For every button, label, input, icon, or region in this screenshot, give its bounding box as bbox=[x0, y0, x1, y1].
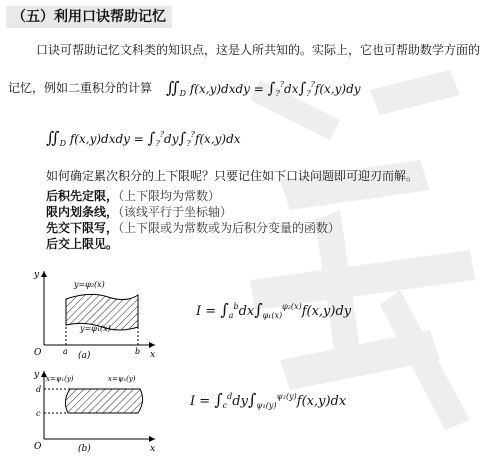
figure-b-tick-d: d bbox=[36, 385, 42, 394]
intro-line-2: 记忆，例如二重积分的计算 bbox=[8, 81, 153, 95]
figure-b-caption: (b) bbox=[78, 444, 91, 454]
watermark-graphic bbox=[220, 60, 490, 440]
figure-a-diagram bbox=[30, 265, 160, 360]
question-text: 如何确定累次积分的上下限呢？只要记住如下口诀问题即可迎刃而解。 bbox=[46, 169, 419, 183]
rule-item: 后积先定限，（上下限均为常数） bbox=[46, 189, 221, 203]
figure-b-right-curve-label: x=ψ₂(y) bbox=[108, 375, 136, 383]
figure-a-tick-b: b bbox=[135, 347, 141, 356]
rule-item: 先交下限写，（上下限或为常数或为后积分变量的函数） bbox=[46, 221, 341, 235]
figure-a-lower-curve-label: y=φ₁(x) bbox=[80, 324, 111, 333]
figure-a-x-label: x bbox=[150, 350, 156, 360]
figure-b-formula: $I = \int_c^ddy\int_{\psi_1(y)}^{\psi_2(y)}f(x,y)dx$ bbox=[190, 390, 347, 410]
intro-line-1: 口诀可帮助记忆文科类的知识点，这是人所共知的。实际上，它也可帮助数学方面的 bbox=[36, 43, 481, 57]
double-integral-formula-2: $∬_D$ f(x,y)dxdy = $\int_?^?dy\int_?^?f(x,y)dx$ bbox=[46, 128, 241, 148]
figure-b-x-label: x bbox=[150, 444, 156, 454]
rule-item: 后交上限见。 bbox=[46, 237, 119, 251]
rule-item: 限内划条线，（该线平行于坐标轴） bbox=[46, 205, 233, 219]
figure-a-origin: O bbox=[34, 348, 42, 358]
rules-list bbox=[46, 185, 340, 249]
figure-b-tick-c: c bbox=[36, 409, 41, 418]
figure-b-diagram bbox=[30, 365, 160, 455]
figure-a-tick-a: a bbox=[63, 347, 68, 356]
figure-a-formula: $I = \int_a^bdx\int_{\varphi_1(x)}^{\varphi_2(x)}f(x,y)dy$ bbox=[196, 300, 352, 320]
figure-a-upper-curve-label: y=φ₂(x) bbox=[74, 280, 105, 289]
figure-b-origin: O bbox=[34, 442, 42, 452]
double-integral-formula-1: $∬_D$ f(x,y)dxdy = $\int_?^?dx\int_?^?f(x,y)dy$ bbox=[166, 78, 361, 98]
figure-b-left-curve-label: x=ψ₁(y) bbox=[46, 375, 74, 383]
section-title: （五）利用口诀帮助记忆 bbox=[6, 6, 172, 28]
figure-a-y-label: y bbox=[34, 270, 40, 280]
figure-b-y-label: y bbox=[34, 370, 40, 380]
figure-a-caption: (a) bbox=[78, 351, 91, 360]
